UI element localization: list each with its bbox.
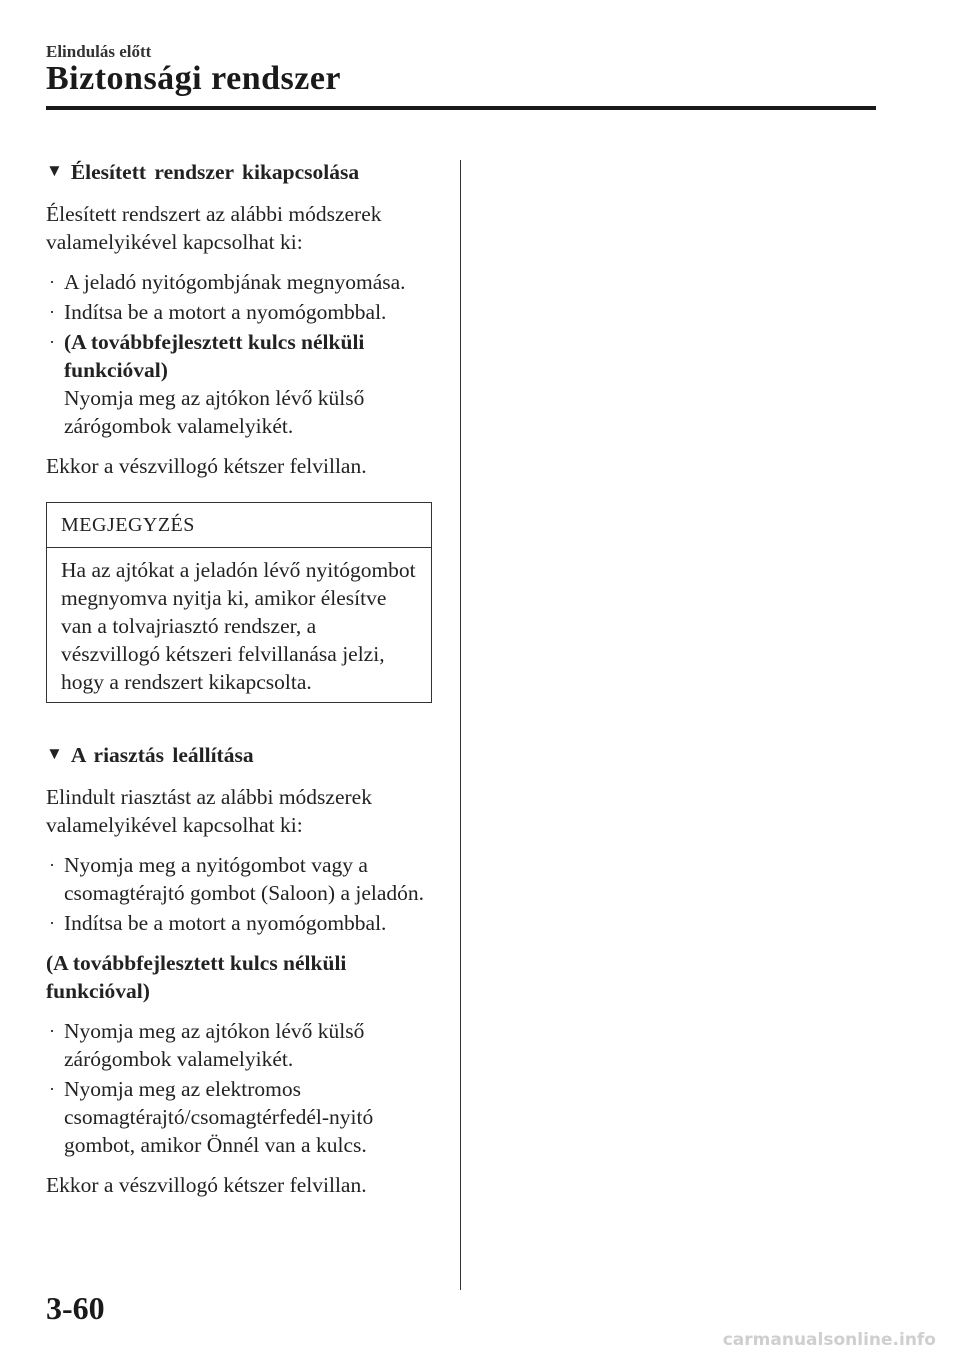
list-item: · Indítsa be a motort a nyomógombbal. — [49, 911, 387, 935]
triangle-down-icon: ▼ — [46, 744, 63, 763]
section2-bullet-list-2 — [46, 1017, 432, 1159]
list-item: · (A továbbfejlesztett kulcs nélküli funkcióval) Nyomja meg az ajtókon lévő külső zárógombok valamelyikét. — [49, 330, 365, 438]
section1-intro: Élesített rendszert az alábbi módszerek valamelyikével kapcsolhat ki: — [46, 202, 382, 254]
chapter-label: Elindulás előtt — [46, 42, 152, 61]
list-item: · Indítsa be a motort a nyomógombbal. — [49, 300, 387, 324]
bullet-icon: · — [49, 332, 55, 352]
bullet-icon: · — [49, 913, 55, 933]
bullet-icon: · — [49, 302, 55, 322]
note-heading: MEGJEGYZÉS — [47, 503, 431, 548]
section1-result: Ekkor a vészvillogó kétszer felvillan. — [46, 454, 367, 478]
note-text: Ha az ajtókat a jeladón lévő nyitógombot megnyomva nyitja ki, amikor élesítve van a tolvajriasztó rendszer, a vészvillogó kétszeri felvillanása jelzi, hogy a rendszert kikapcsolta. — [61, 558, 416, 694]
page-title: Biztonsági rendszer — [46, 60, 342, 97]
section2-bullet-list — [46, 851, 432, 937]
header-rule — [46, 106, 876, 110]
watermark: carmanualsonline.info — [722, 1330, 936, 1350]
section2-intro: Elindult riasztást az alábbi módszerek valamelyikével kapcsolhat ki: — [46, 785, 372, 837]
list-item: · Nyomja meg az ajtókon lévő külső zárógombok valamelyikét. — [49, 1019, 365, 1071]
left-column — [46, 158, 432, 1211]
bullet-icon: · — [49, 855, 55, 875]
bullet-icon: · — [49, 272, 55, 292]
list-item: · A jeladó nyitógombjának megnyomása. — [49, 270, 406, 294]
section-heading-disarm: ▼ Élesített rendszer kikapcsolása — [46, 158, 432, 186]
note-box — [46, 502, 432, 703]
list-item: · Nyomja meg a nyitógombot vagy a csomagtérajtó gombot (Saloon) a jeladón. — [49, 853, 425, 905]
bullet-icon: · — [49, 1079, 55, 1099]
section1-bullet-list — [46, 268, 432, 440]
triangle-down-icon: ▼ — [46, 161, 63, 180]
column-divider — [460, 160, 461, 1290]
bullet-icon: · — [49, 1021, 55, 1041]
section2-result: Ekkor a vészvillogó kétszer felvillan. — [46, 1173, 367, 1197]
section2-subhead: (A továbbfejlesztett kulcs nélküli funkcióval) — [46, 951, 347, 1003]
list-item: · Nyomja meg az elektromos csomagtérajtó/csomagtérfedél-nyitó gombot, amikor Önnél van a kulcs. — [49, 1077, 374, 1157]
section-heading-stop-alarm: ▼ A riasztás leállítása — [46, 741, 432, 769]
page-number: 3-60 — [46, 1290, 105, 1326]
